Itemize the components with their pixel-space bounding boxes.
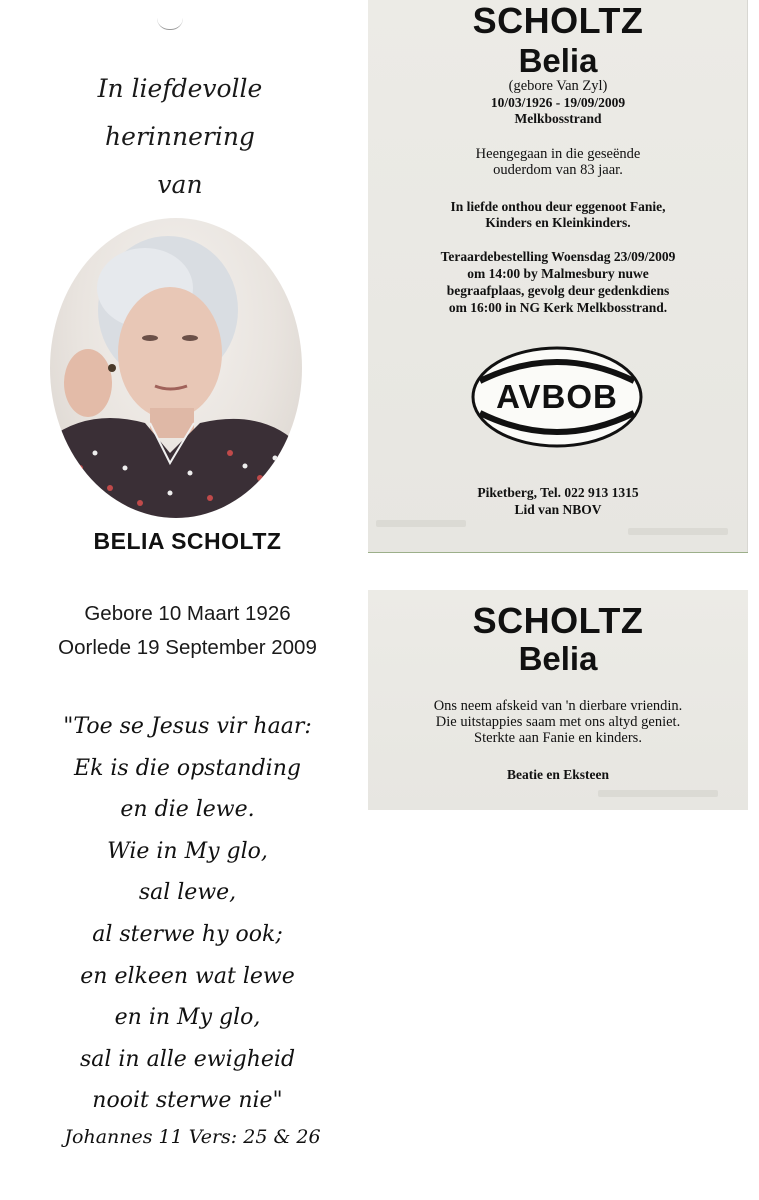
verse-line: en in My glo, [114,1005,261,1031]
notice-dates: 10/03/1926 - 19/09/2009 [490,95,626,110]
notice-remembered-line: In liefde onthou deur eggenoot Fanie, [450,199,666,214]
notice-passing-line: ouderdom van 83 jaar. [493,162,623,178]
verse-line: en die lewe. [120,797,255,823]
notice-contact: Piketberg, Tel. 022 913 1315 [477,485,639,500]
tribute-message-line: Die uitstappies saam met ons altyd geniet. [435,714,681,730]
verse-line: "Toe se Jesus vir haar: [63,714,312,739]
verse-line: al sterwe hy ook; [92,921,283,947]
death-notice-clipping [368,0,748,552]
notice-maiden-name: (gebore Van Zyl) [508,78,608,94]
notice-place: Melkbosstrand [514,111,602,126]
verse-line: en elkeen wat lewe [80,963,295,989]
notice-surname: SCHOLTZ [472,0,644,41]
notice-funeral-line: om 16:00 in NG Kerk Melkbosstrand. [448,300,668,315]
print-bleed [628,528,728,535]
tribute-notice-clipping [368,590,748,810]
notice-passing-line: Heengegaan in die geseënde [475,146,641,162]
verse-line: sal lewe, [138,880,237,906]
tribute-surname: SCHOLTZ [472,600,644,641]
print-bleed [598,790,718,797]
avbob-logo [470,345,644,449]
card-heading-line-2: herinnering [105,122,255,151]
portrait-illustration [50,218,302,518]
notice-funeral-line: om 14:00 by Malmesbury nuwe [467,266,649,281]
print-bleed [376,520,466,527]
verse-line: nooit sterwe nie" [92,1088,283,1114]
memorial-card [0,0,360,1200]
tribute-from: Beatie en Eksteen [507,767,609,782]
notice-first-name: Belia [518,42,598,79]
verse-reference: Johannes 11 Vers: 25 & 26 [64,1126,321,1148]
notice-funeral-line: begraafplaas, gevolg deur gedenkdiens [446,283,670,298]
notice-membership: Lid van NBOV [514,502,602,517]
card-heading-line-3: van [157,170,203,199]
card-heading-line-1: In liefdevolle [97,74,263,103]
card-name: BELIA SCHOLTZ [93,528,282,554]
tribute-first-name: Belia [518,640,598,677]
birth-date: Gebore 10 Maart 1926 [84,602,291,625]
tribute-message-line: Sterkte aan Fanie en kinders. [474,730,642,746]
scripture-verse [0,706,375,1122]
verse-line: sal in alle ewigheid [79,1046,296,1072]
portrait-photo [50,218,302,518]
logo-text: AVBOB [496,378,618,415]
verse-line: Ek is die opstanding [74,755,301,781]
verse-line: Wie in My glo, [107,838,268,864]
tribute-message-line: Ons neem afskeid van 'n dierbare vriendin. [433,698,683,714]
hanging-hole [157,18,183,30]
death-date: Oorlede 19 September 2009 [58,636,317,659]
clipping-divider [368,552,748,553]
notice-remembered-line: Kinders en Kleinkinders. [485,215,631,230]
notice-funeral-line: Teraardebestelling Woensdag 23/09/2009 [440,249,676,264]
